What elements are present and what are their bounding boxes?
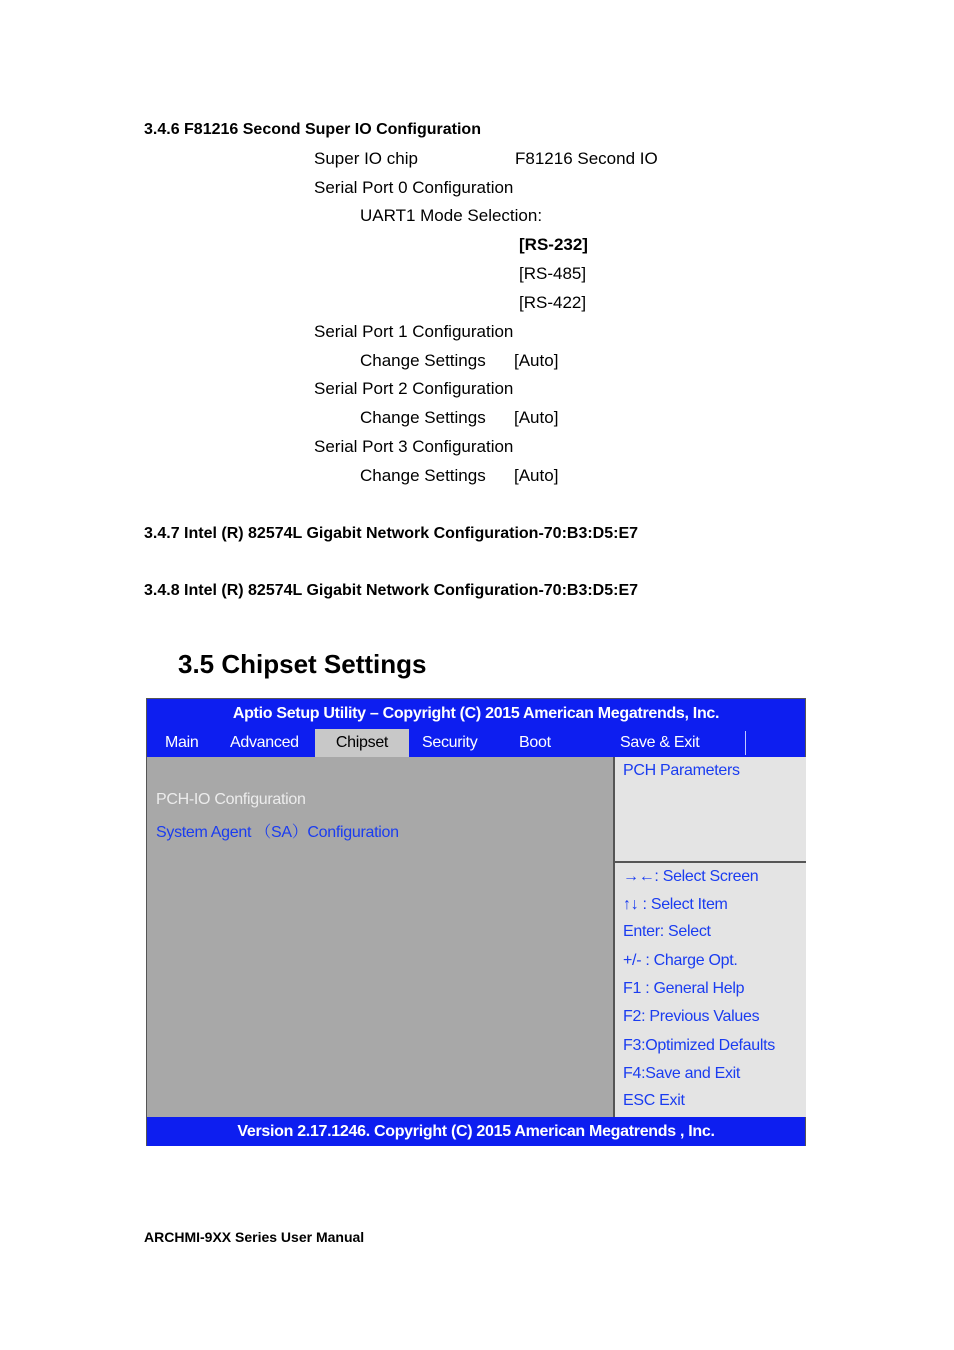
bios-status-bar: Version 2.17.1246. Copyright (C) 2015 American Megatrends , Inc. bbox=[147, 1117, 805, 1146]
key-hint-esc: ESC Exit bbox=[623, 1092, 685, 1109]
tab-boot[interactable]: Boot bbox=[519, 734, 551, 751]
key-hint-enter: Enter: Select bbox=[623, 923, 711, 940]
super-io-chip-label: Super IO chip bbox=[314, 149, 418, 168]
bios-title-bar: Aptio Setup Utility – Copyright (C) 2015 American Megatrends, Inc. bbox=[147, 699, 805, 729]
section-heading-3-4-8: 3.4.8 Intel (R) 82574L Gigabit Network Configuration-70:B3:D5:E7 bbox=[144, 582, 639, 599]
key-hint-f1: F1 : General Help bbox=[623, 980, 745, 997]
tab-save-exit[interactable]: Save & Exit bbox=[620, 734, 700, 751]
section-heading-3-4-7: 3.4.7 Intel (R) 82574L Gigabit Network Configuration-70:B3:D5:E7 bbox=[144, 525, 639, 542]
key-hint-select-screen: →←: Select Screen bbox=[623, 868, 759, 885]
menu-item-system-agent[interactable]: System Agent （SA）Configuration bbox=[156, 824, 399, 841]
section-heading-3-5: 3.5 Chipset Settings bbox=[178, 649, 427, 679]
bios-main-panel bbox=[147, 757, 613, 1117]
tab-security[interactable]: Security bbox=[422, 734, 478, 751]
serial-port-1-label: Serial Port 1 Configuration bbox=[314, 322, 514, 341]
uart1-option-rs485: [RS-485] bbox=[519, 264, 587, 283]
bios-menu-bar bbox=[147, 729, 805, 757]
key-hint-f4: F4:Save and Exit bbox=[623, 1065, 741, 1082]
bios-screenshot bbox=[146, 698, 806, 1146]
key-hint-select-item: ↑↓ : Select Item bbox=[623, 896, 728, 913]
serial-port-3-label: Serial Port 3 Configuration bbox=[314, 437, 514, 456]
tab-advanced[interactable]: Advanced bbox=[230, 734, 299, 751]
super-io-chip-value: F81216 Second IO bbox=[515, 149, 658, 168]
key-hint-f2: F2: Previous Values bbox=[623, 1008, 760, 1025]
key-hint-f3: F3:Optimized Defaults bbox=[623, 1037, 775, 1054]
menu-separator bbox=[745, 731, 746, 755]
port2-change-settings-label: Change Settings bbox=[360, 408, 486, 427]
key-hint-change-opt: +/- : Charge Opt. bbox=[623, 952, 738, 969]
port2-change-settings-value: [Auto] bbox=[514, 408, 559, 427]
port3-change-settings-value: [Auto] bbox=[514, 466, 559, 485]
section-heading-3-4-6: 3.4.6 F81216 Second Super IO Configuration bbox=[144, 121, 481, 138]
port1-change-settings-value: [Auto] bbox=[514, 351, 559, 370]
serial-port-0-label: Serial Port 0 Configuration bbox=[314, 178, 514, 197]
uart1-mode-label: UART1 Mode Selection: bbox=[360, 206, 543, 225]
page-footer: ARCHMI-9XX Series User Manual bbox=[144, 1229, 365, 1245]
uart1-option-rs232: [RS-232] bbox=[519, 235, 588, 254]
serial-port-2-label: Serial Port 2 Configuration bbox=[314, 379, 514, 398]
bios-help-panel bbox=[613, 757, 806, 861]
bios-keys-panel bbox=[613, 861, 806, 1117]
help-title: PCH Parameters bbox=[623, 762, 740, 779]
port3-change-settings-label: Change Settings bbox=[360, 466, 486, 485]
uart1-option-rs422: [RS-422] bbox=[519, 293, 587, 312]
tab-chipset[interactable]: Chipset bbox=[315, 729, 409, 758]
tab-main[interactable]: Main bbox=[165, 734, 199, 751]
port1-change-settings-label: Change Settings bbox=[360, 351, 486, 370]
menu-item-pch-io[interactable]: PCH-IO Configuration bbox=[156, 791, 306, 808]
